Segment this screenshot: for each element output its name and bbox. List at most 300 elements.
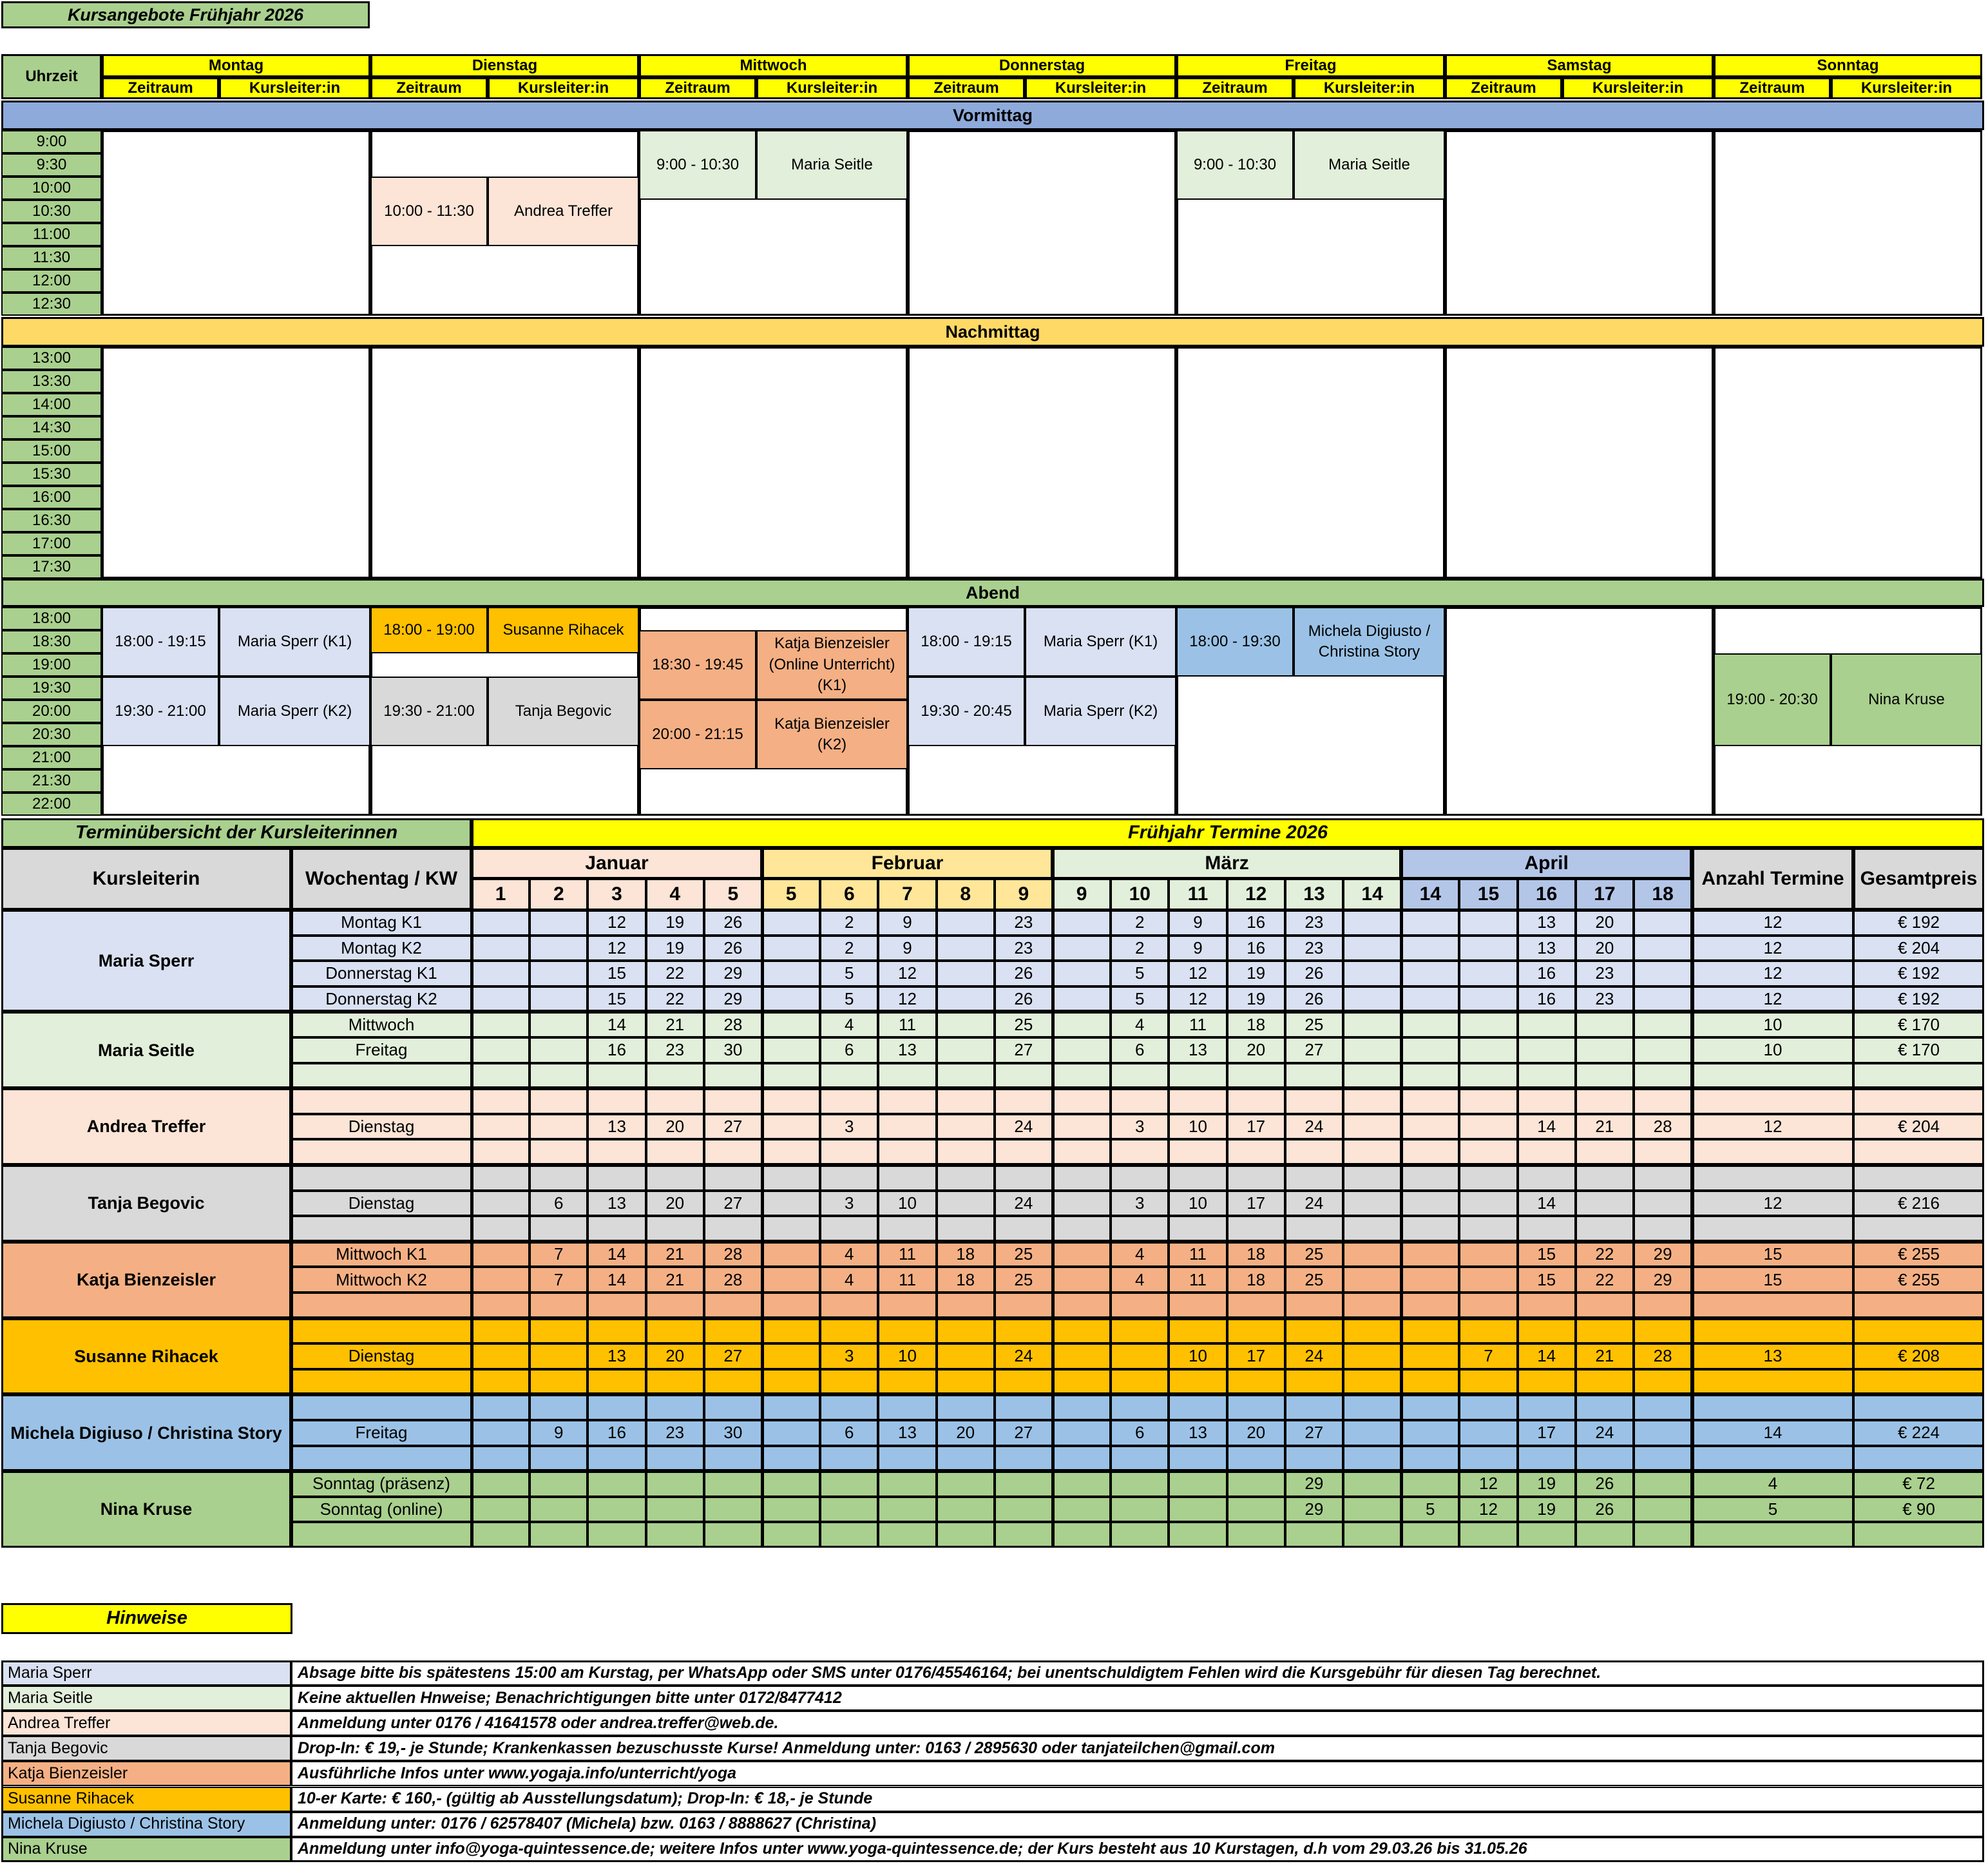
weekday-cell bbox=[291, 1088, 472, 1114]
date-cell: 28 bbox=[1634, 1114, 1692, 1140]
count-cell: 15 bbox=[1692, 1267, 1853, 1293]
date-cell bbox=[937, 1191, 995, 1217]
teacher-name: Katja Bienzeisler bbox=[1, 1242, 291, 1318]
weekday-cell bbox=[291, 1139, 472, 1165]
date-cell bbox=[704, 1318, 762, 1344]
date-cell bbox=[1169, 1165, 1227, 1191]
date-cell: 7 bbox=[530, 1242, 588, 1267]
date-cell bbox=[1401, 1420, 1459, 1446]
count-cell: 13 bbox=[1692, 1343, 1853, 1369]
course-teacher: Maria Sperr (K1) bbox=[219, 607, 370, 677]
date-cell: 20 bbox=[1576, 936, 1634, 961]
count-cell: 12 bbox=[1692, 936, 1853, 961]
date-cell: 16 bbox=[588, 1420, 645, 1446]
period-subheader: Zeitraum bbox=[1445, 77, 1562, 99]
date-cell bbox=[704, 1369, 762, 1395]
date-cell bbox=[646, 1446, 704, 1472]
date-cell bbox=[762, 1446, 820, 1472]
day-column bbox=[1445, 130, 1714, 316]
price-cell: € 255 bbox=[1853, 1267, 1984, 1293]
date-cell: 20 bbox=[1576, 910, 1634, 936]
date-cell bbox=[1343, 1369, 1401, 1395]
date-cell bbox=[937, 961, 995, 986]
date-cell bbox=[1169, 1293, 1227, 1318]
date-cell bbox=[1343, 1420, 1401, 1446]
date-cell bbox=[820, 1165, 878, 1191]
date-cell: 13 bbox=[588, 1343, 645, 1369]
date-cell bbox=[588, 1318, 645, 1344]
date-cell bbox=[1459, 961, 1517, 986]
time-slot: 9:30 bbox=[1, 153, 102, 177]
week-header: 14 bbox=[1343, 879, 1401, 910]
time-slot: 21:00 bbox=[1, 746, 102, 769]
time-slot: 16:00 bbox=[1, 486, 102, 509]
date-cell: 19 bbox=[1518, 1497, 1576, 1523]
date-cell: 22 bbox=[646, 961, 704, 986]
date-cell bbox=[937, 1216, 995, 1242]
date-cell: 10 bbox=[878, 1191, 936, 1217]
date-cell bbox=[1459, 986, 1517, 1012]
course-period: 18:00 - 19:00 bbox=[370, 607, 488, 653]
date-cell: 24 bbox=[995, 1114, 1053, 1140]
date-cell bbox=[1053, 1012, 1111, 1037]
date-cell bbox=[995, 1318, 1053, 1344]
week-header: 6 bbox=[820, 879, 878, 910]
date-cell bbox=[937, 1012, 995, 1037]
day-header: Donnerstag bbox=[908, 54, 1176, 77]
date-cell bbox=[1459, 1165, 1517, 1191]
date-cell bbox=[762, 1037, 820, 1063]
date-cell bbox=[995, 1497, 1053, 1523]
date-cell: 23 bbox=[1285, 910, 1343, 936]
note-text: Ausführliche Infos unter www.yogaja.info/unterricht/yoga bbox=[291, 1761, 1984, 1786]
date-cell bbox=[762, 1165, 820, 1191]
date-cell: 22 bbox=[646, 986, 704, 1012]
date-cell: 25 bbox=[1285, 1242, 1343, 1267]
date-cell bbox=[937, 1088, 995, 1114]
date-cell bbox=[878, 1446, 936, 1472]
date-cell: 13 bbox=[588, 1114, 645, 1140]
schedule-title: Kursangebote Frühjahr 2026 bbox=[1, 1, 370, 28]
date-cell bbox=[1459, 1369, 1517, 1395]
date-cell bbox=[1459, 1394, 1517, 1420]
date-cell bbox=[1459, 936, 1517, 961]
date-cell bbox=[762, 1216, 820, 1242]
date-cell: 6 bbox=[1111, 1037, 1169, 1063]
date-cell: 15 bbox=[588, 961, 645, 986]
date-cell bbox=[1111, 1216, 1169, 1242]
date-cell bbox=[1343, 1191, 1401, 1217]
course-teacher: Maria Sperr (K2) bbox=[219, 677, 370, 746]
count-cell: 4 bbox=[1692, 1471, 1853, 1497]
date-cell bbox=[937, 1318, 995, 1344]
date-cell bbox=[1459, 1293, 1517, 1318]
date-cell bbox=[937, 1471, 995, 1497]
date-cell: 13 bbox=[878, 1420, 936, 1446]
date-cell: 4 bbox=[1111, 1267, 1169, 1293]
date-cell bbox=[530, 1012, 588, 1037]
col-teacher-header: Kursleiterin bbox=[1, 848, 291, 910]
date-cell bbox=[1111, 1318, 1169, 1344]
date-cell bbox=[530, 1369, 588, 1395]
time-slot: 14:00 bbox=[1, 393, 102, 416]
course-teacher: Tanja Begovic bbox=[488, 677, 639, 746]
course-teacher: Maria Sperr (K2) bbox=[1025, 677, 1176, 746]
date-cell bbox=[1111, 1369, 1169, 1395]
date-cell bbox=[1053, 1063, 1111, 1089]
date-cell bbox=[820, 1293, 878, 1318]
date-cell bbox=[1285, 1369, 1343, 1395]
date-cell: 26 bbox=[1576, 1497, 1634, 1523]
teacher-subheader: Kursleiter:in bbox=[1562, 77, 1714, 99]
weekday-cell: Donnerstag K1 bbox=[291, 961, 472, 986]
date-cell bbox=[588, 1522, 645, 1548]
date-cell bbox=[1285, 1318, 1343, 1344]
date-cell: 24 bbox=[1285, 1114, 1343, 1140]
date-cell bbox=[878, 1293, 936, 1318]
date-cell: 16 bbox=[1518, 986, 1576, 1012]
date-cell bbox=[1285, 1165, 1343, 1191]
count-cell bbox=[1692, 1446, 1853, 1472]
date-cell: 17 bbox=[1518, 1420, 1576, 1446]
date-cell bbox=[472, 1343, 530, 1369]
date-cell: 21 bbox=[1576, 1343, 1634, 1369]
date-cell: 11 bbox=[878, 1242, 936, 1267]
count-cell bbox=[1692, 1522, 1853, 1548]
date-cell bbox=[1459, 1139, 1517, 1165]
note-name: Michela Digiusto / Christina Story bbox=[1, 1812, 291, 1837]
date-cell bbox=[1576, 1318, 1634, 1344]
time-slot: 11:30 bbox=[1, 246, 102, 269]
date-cell: 25 bbox=[1285, 1267, 1343, 1293]
count-cell bbox=[1692, 1139, 1853, 1165]
date-cell bbox=[1401, 936, 1459, 961]
date-cell bbox=[995, 1216, 1053, 1242]
date-cell bbox=[1343, 936, 1401, 961]
date-cell: 5 bbox=[820, 961, 878, 986]
date-cell bbox=[646, 1471, 704, 1497]
date-cell bbox=[937, 1369, 995, 1395]
price-cell: € 192 bbox=[1853, 986, 1984, 1012]
date-cell bbox=[1343, 1165, 1401, 1191]
date-cell: 26 bbox=[704, 910, 762, 936]
note-text: Anmeldung unter 0176 / 41641578 oder andrea.treffer@web.de. bbox=[291, 1711, 1984, 1736]
date-cell: 18 bbox=[937, 1267, 995, 1293]
date-cell bbox=[1459, 1216, 1517, 1242]
course-teacher: Katja Bienzeisler (Online Unterricht) (K1) bbox=[756, 630, 908, 700]
date-cell bbox=[1343, 1318, 1401, 1344]
date-cell: 14 bbox=[1518, 1114, 1576, 1140]
date-cell bbox=[472, 1088, 530, 1114]
date-cell: 27 bbox=[995, 1420, 1053, 1446]
date-cell: 5 bbox=[820, 986, 878, 1012]
week-header: 16 bbox=[1518, 879, 1576, 910]
note-text: Drop-In: € 19,- je Stunde; Krankenkassen bezuschusste Kurse! Anmeldung unter: 0163 / 2895630 oder tanjateilchen@gmail.com bbox=[291, 1736, 1984, 1761]
date-cell: 4 bbox=[820, 1267, 878, 1293]
date-cell bbox=[937, 1037, 995, 1063]
count-cell bbox=[1692, 1318, 1853, 1344]
course-teacher: Michela Digiusto / Christina Story bbox=[1294, 607, 1445, 677]
price-cell bbox=[1853, 1165, 1984, 1191]
date-cell bbox=[1053, 1343, 1111, 1369]
date-cell bbox=[820, 1394, 878, 1420]
date-cell: 3 bbox=[820, 1343, 878, 1369]
date-cell bbox=[530, 1497, 588, 1523]
date-cell bbox=[646, 1394, 704, 1420]
date-cell bbox=[1576, 1063, 1634, 1089]
date-cell bbox=[530, 1318, 588, 1344]
weekday-cell: Freitag bbox=[291, 1420, 472, 1446]
date-cell bbox=[762, 1139, 820, 1165]
price-cell bbox=[1853, 1446, 1984, 1472]
date-cell: 25 bbox=[995, 1012, 1053, 1037]
date-cell bbox=[1576, 1088, 1634, 1114]
date-cell bbox=[1576, 1165, 1634, 1191]
date-cell bbox=[1343, 1497, 1401, 1523]
price-cell bbox=[1853, 1216, 1984, 1242]
date-cell bbox=[1459, 1267, 1517, 1293]
count-cell: 15 bbox=[1692, 1242, 1853, 1267]
teacher-subheader: Kursleiter:in bbox=[1831, 77, 1982, 99]
date-cell bbox=[762, 1191, 820, 1217]
week-header: 14 bbox=[1401, 879, 1459, 910]
date-cell bbox=[1343, 1343, 1401, 1369]
date-cell: 14 bbox=[588, 1242, 645, 1267]
date-cell: 3 bbox=[1111, 1191, 1169, 1217]
note-name: Maria Seitle bbox=[1, 1686, 291, 1711]
time-slot: 21:30 bbox=[1, 769, 102, 793]
teacher-name: Maria Sperr bbox=[1, 910, 291, 1012]
date-cell bbox=[1111, 1165, 1169, 1191]
weekday-cell bbox=[291, 1063, 472, 1089]
date-cell: 18 bbox=[1227, 1267, 1285, 1293]
date-cell bbox=[1285, 1063, 1343, 1089]
date-cell bbox=[1459, 1012, 1517, 1037]
date-cell: 16 bbox=[1227, 936, 1285, 961]
count-cell: 12 bbox=[1692, 910, 1853, 936]
date-cell bbox=[530, 1139, 588, 1165]
count-cell bbox=[1692, 1394, 1853, 1420]
date-cell bbox=[1343, 1522, 1401, 1548]
note-text: Anmeldung unter info@yoga-quintessence.de; weitere Infos unter www.yoga-quintessence.de; der Kurs besteht aus 10 Kurstagen, d.h vom 29.03.26 bis 31.05.26 bbox=[291, 1837, 1984, 1862]
count-cell bbox=[1692, 1063, 1853, 1089]
date-cell: 12 bbox=[588, 936, 645, 961]
date-cell bbox=[1459, 1446, 1517, 1472]
date-cell bbox=[1053, 1114, 1111, 1140]
date-cell bbox=[995, 1446, 1053, 1472]
date-cell: 24 bbox=[995, 1343, 1053, 1369]
date-cell bbox=[472, 1522, 530, 1548]
date-cell bbox=[1634, 961, 1692, 986]
date-cell bbox=[1634, 1191, 1692, 1217]
date-cell bbox=[1227, 1293, 1285, 1318]
date-cell bbox=[878, 1114, 936, 1140]
price-cell: € 255 bbox=[1853, 1242, 1984, 1267]
date-cell bbox=[1459, 1114, 1517, 1140]
date-cell: 3 bbox=[820, 1191, 878, 1217]
date-cell: 25 bbox=[995, 1242, 1053, 1267]
date-cell: 6 bbox=[530, 1191, 588, 1217]
date-cell: 23 bbox=[1576, 986, 1634, 1012]
date-cell: 13 bbox=[1518, 910, 1576, 936]
date-cell bbox=[588, 1446, 645, 1472]
course-period: 9:00 - 10:30 bbox=[639, 130, 756, 200]
date-cell bbox=[472, 936, 530, 961]
time-slot: 10:30 bbox=[1, 200, 102, 223]
date-cell bbox=[1576, 1037, 1634, 1063]
date-cell bbox=[1634, 1369, 1692, 1395]
date-cell: 21 bbox=[1576, 1114, 1634, 1140]
date-cell: 25 bbox=[995, 1267, 1053, 1293]
teacher-subheader: Kursleiter:in bbox=[756, 77, 908, 99]
date-cell bbox=[1634, 986, 1692, 1012]
course-teacher: Andrea Treffer bbox=[488, 177, 639, 246]
date-cell: 26 bbox=[1285, 986, 1343, 1012]
teacher-name: Tanja Begovic bbox=[1, 1165, 291, 1242]
date-cell bbox=[588, 1139, 645, 1165]
date-cell: 30 bbox=[704, 1420, 762, 1446]
date-cell bbox=[762, 1063, 820, 1089]
date-cell bbox=[1227, 1165, 1285, 1191]
date-cell bbox=[1053, 910, 1111, 936]
day-column bbox=[639, 347, 908, 579]
date-cell bbox=[1227, 1216, 1285, 1242]
date-cell bbox=[1169, 1497, 1227, 1523]
date-cell bbox=[704, 1088, 762, 1114]
weekday-cell: Mittwoch K1 bbox=[291, 1242, 472, 1267]
weekday-cell bbox=[291, 1216, 472, 1242]
date-cell bbox=[1111, 1471, 1169, 1497]
course-period: 18:30 - 19:45 bbox=[639, 630, 756, 700]
price-cell bbox=[1853, 1063, 1984, 1089]
month-header: Januar bbox=[472, 848, 762, 879]
date-cell bbox=[995, 1139, 1053, 1165]
date-cell bbox=[588, 1088, 645, 1114]
date-cell: 7 bbox=[1459, 1343, 1517, 1369]
date-cell bbox=[1518, 1318, 1576, 1344]
month-divider bbox=[1052, 848, 1055, 1548]
date-cell: 12 bbox=[878, 961, 936, 986]
date-cell: 9 bbox=[530, 1420, 588, 1446]
date-cell: 24 bbox=[1285, 1191, 1343, 1217]
course-period: 18:00 - 19:15 bbox=[102, 607, 219, 677]
price-cell: € 192 bbox=[1853, 910, 1984, 936]
course-period: 18:00 - 19:15 bbox=[908, 607, 1025, 677]
time-slot: 20:00 bbox=[1, 700, 102, 723]
date-cell bbox=[472, 1114, 530, 1140]
date-cell: 22 bbox=[1576, 1242, 1634, 1267]
note-text: Absage bitte bis spätestens 15:00 am Kurstag, per WhatsApp oder SMS unter 0176/45546164; bei unentschuldigtem Fehlen wird die Kursgebühr für diesen Tag berechnet. bbox=[291, 1660, 1984, 1686]
date-cell: 13 bbox=[588, 1191, 645, 1217]
date-cell bbox=[588, 1471, 645, 1497]
date-cell bbox=[1053, 1420, 1111, 1446]
date-cell bbox=[1343, 961, 1401, 986]
date-cell bbox=[878, 1139, 936, 1165]
date-cell: 26 bbox=[1285, 961, 1343, 986]
note-text: 10-er Karte: € 160,- (gültig ab Ausstellungsdatum); Drop-In: € 18,- je Stunde bbox=[291, 1787, 1984, 1812]
date-cell bbox=[1343, 1063, 1401, 1089]
date-cell bbox=[1401, 1343, 1459, 1369]
course-teacher: Nina Kruse bbox=[1831, 653, 1982, 746]
month-divider bbox=[761, 848, 764, 1548]
day-header: Samstag bbox=[1445, 54, 1714, 77]
date-cell bbox=[1343, 910, 1401, 936]
date-cell bbox=[937, 1446, 995, 1472]
date-cell bbox=[1227, 1318, 1285, 1344]
week-header: 15 bbox=[1459, 879, 1517, 910]
time-slot: 22:00 bbox=[1, 793, 102, 816]
week-header: 2 bbox=[530, 879, 588, 910]
date-cell: 13 bbox=[1169, 1420, 1227, 1446]
weekday-cell: Sonntag (online) bbox=[291, 1497, 472, 1523]
weekday-cell bbox=[291, 1446, 472, 1472]
price-cell: € 170 bbox=[1853, 1012, 1984, 1037]
date-cell bbox=[1343, 1267, 1401, 1293]
price-cell: € 204 bbox=[1853, 936, 1984, 961]
date-cell bbox=[472, 961, 530, 986]
period-subheader: Zeitraum bbox=[102, 77, 219, 99]
date-cell: 18 bbox=[937, 1242, 995, 1267]
date-cell: 14 bbox=[588, 1267, 645, 1293]
date-cell bbox=[588, 1063, 645, 1089]
date-cell bbox=[878, 1497, 936, 1523]
date-cell bbox=[1401, 1216, 1459, 1242]
price-cell: € 224 bbox=[1853, 1420, 1984, 1446]
date-cell bbox=[1401, 1139, 1459, 1165]
date-cell: 11 bbox=[1169, 1242, 1227, 1267]
date-cell: 11 bbox=[878, 1267, 936, 1293]
month-header: Februar bbox=[762, 848, 1053, 879]
date-cell bbox=[1634, 1420, 1692, 1446]
date-cell bbox=[1401, 1293, 1459, 1318]
price-cell bbox=[1853, 1394, 1984, 1420]
month-divider bbox=[1692, 848, 1694, 1548]
date-cell: 23 bbox=[995, 910, 1053, 936]
period-subheader: Zeitraum bbox=[908, 77, 1025, 99]
date-cell bbox=[472, 1139, 530, 1165]
date-cell bbox=[1634, 1139, 1692, 1165]
date-cell bbox=[1401, 1267, 1459, 1293]
date-cell: 18 bbox=[1227, 1242, 1285, 1267]
date-cell: 13 bbox=[1169, 1037, 1227, 1063]
date-cell bbox=[1053, 1318, 1111, 1344]
price-cell: € 192 bbox=[1853, 961, 1984, 986]
time-slot: 19:00 bbox=[1, 653, 102, 677]
date-cell bbox=[1634, 1471, 1692, 1497]
date-cell: 15 bbox=[1518, 1242, 1576, 1267]
date-cell bbox=[937, 1063, 995, 1089]
date-cell bbox=[1343, 1293, 1401, 1318]
date-cell: 17 bbox=[1227, 1191, 1285, 1217]
date-cell bbox=[646, 1088, 704, 1114]
date-cell bbox=[1285, 1394, 1343, 1420]
date-cell: 19 bbox=[646, 910, 704, 936]
month-divider bbox=[471, 848, 473, 1548]
date-cell bbox=[1053, 1037, 1111, 1063]
date-cell bbox=[995, 1165, 1053, 1191]
date-cell bbox=[588, 1165, 645, 1191]
week-header: 4 bbox=[646, 879, 704, 910]
week-header: 5 bbox=[762, 879, 820, 910]
day-column bbox=[1714, 130, 1982, 316]
week-header: 17 bbox=[1576, 879, 1634, 910]
date-cell bbox=[472, 910, 530, 936]
week-header: 9 bbox=[995, 879, 1053, 910]
date-cell bbox=[1227, 1497, 1285, 1523]
dates-title: Frühjahr Termine 2026 bbox=[472, 818, 1984, 848]
date-cell bbox=[704, 1497, 762, 1523]
date-cell: 9 bbox=[878, 910, 936, 936]
